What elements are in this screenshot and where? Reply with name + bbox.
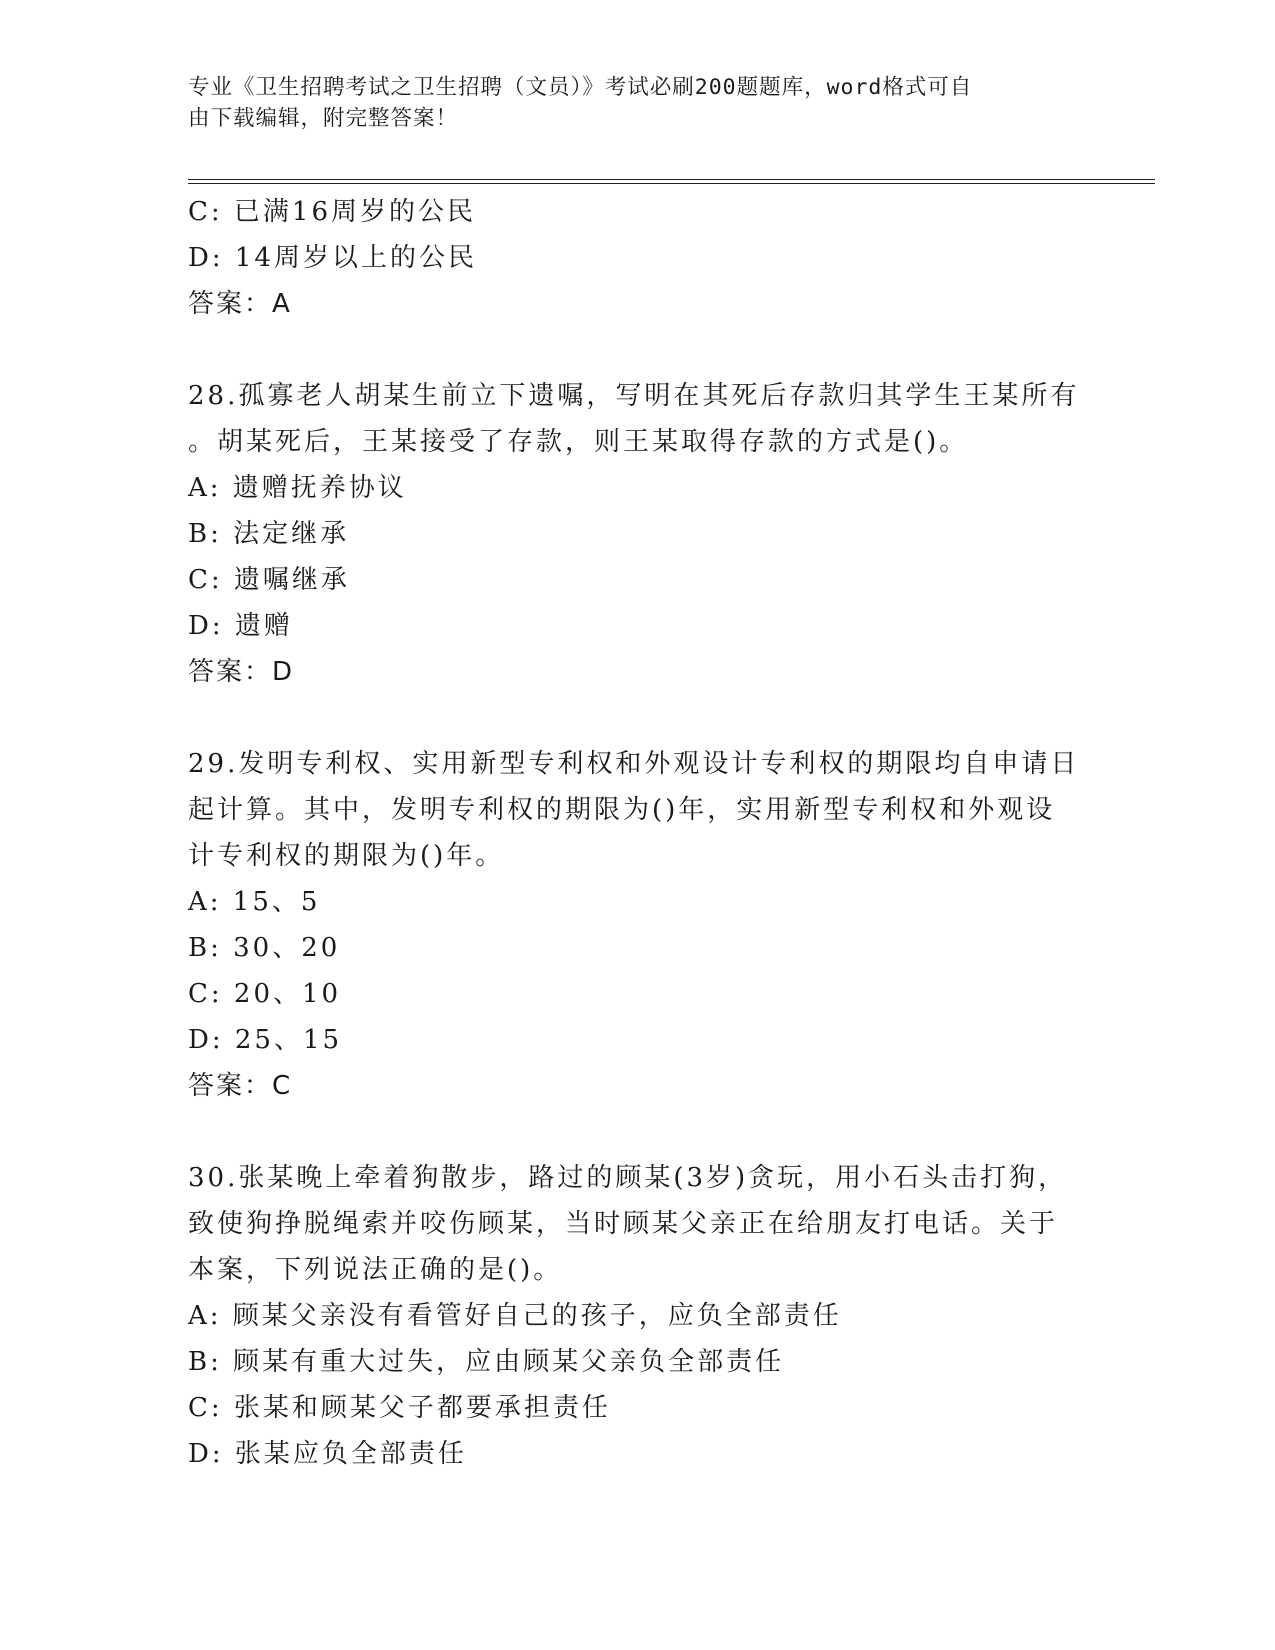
page-header [188, 72, 1068, 134]
q29-answer: 答案：C [188, 1071, 293, 1101]
question-spacer [188, 327, 1088, 373]
question-27-tail [188, 189, 1088, 327]
header-line-1: 专业《卫生招聘考试之卫生招聘（文员）》考试必刷200题题库，word格式可自 [188, 75, 973, 100]
question-28 [188, 373, 1088, 695]
q28-option-b: B: 法定继承 [188, 519, 350, 549]
q29-option-c: C: 20、10 [188, 979, 342, 1009]
header-divider-bottom [188, 183, 1155, 184]
q30-option-a: A: 顾某父亲没有看管好自己的孩子，应负全部责任 [188, 1301, 842, 1331]
q30-option-b: B: 顾某有重大过失，应由顾某父亲负全部责任 [188, 1347, 785, 1377]
q30-stem-line-2: 致使狗挣脱绳索并咬伤顾某，当时顾某父亲正在给朋友打电话。关于 [188, 1209, 1059, 1239]
q29-option-b: B: 30、20 [188, 933, 341, 963]
q30-option-d: D: 张某应负全部责任 [188, 1439, 467, 1469]
q30-stem-line-1: 30.张某晚上牵着狗散步，路过的顾某(3岁)贪玩，用小石头击打狗， [188, 1163, 1068, 1193]
header-divider-top [188, 179, 1155, 180]
q27-option-d: D: 14周岁以上的公民 [188, 243, 477, 273]
q29-option-d: D: 25、15 [188, 1025, 343, 1055]
q28-option-c: C: 遗嘱继承 [188, 565, 350, 595]
q28-option-a: A: 遗赠抚养协议 [188, 473, 407, 503]
question-29 [188, 741, 1088, 1109]
q28-stem-line-1: 28.孤寡老人胡某生前立下遗嘱，写明在其死后存款归其学生王某所有 [188, 381, 1080, 411]
question-spacer [188, 695, 1088, 741]
question-30 [188, 1155, 1088, 1477]
q30-option-c: C: 张某和顾某父子都要承担责任 [188, 1393, 611, 1423]
q28-stem-line-2: 。胡某死后，王某接受了存款，则王某取得存款的方式是()。 [188, 427, 969, 457]
question-spacer [188, 1109, 1088, 1155]
header-line-2: 由下载编辑，附完整答案！ [188, 106, 459, 131]
q27-answer: 答案：A [188, 289, 292, 319]
q29-stem-line-1: 29.发明专利权、实用新型专利权和外观设计专利权的期限均自申请日 [188, 749, 1080, 779]
q29-stem-line-3: 计专利权的期限为()年。 [188, 841, 505, 871]
q28-answer: 答案：D [188, 657, 295, 687]
q29-stem-line-2: 起计算。其中，发明专利权的期限为()年，实用新型专利权和外观设 [188, 795, 1056, 825]
q27-option-c: C: 已满16周岁的公民 [188, 197, 477, 227]
q29-option-a: A: 15、5 [188, 887, 321, 917]
question-content [188, 189, 1088, 1477]
q28-option-d: D: 遗赠 [188, 611, 293, 641]
q30-stem-line-3: 本案，下列说法正确的是()。 [188, 1255, 563, 1285]
